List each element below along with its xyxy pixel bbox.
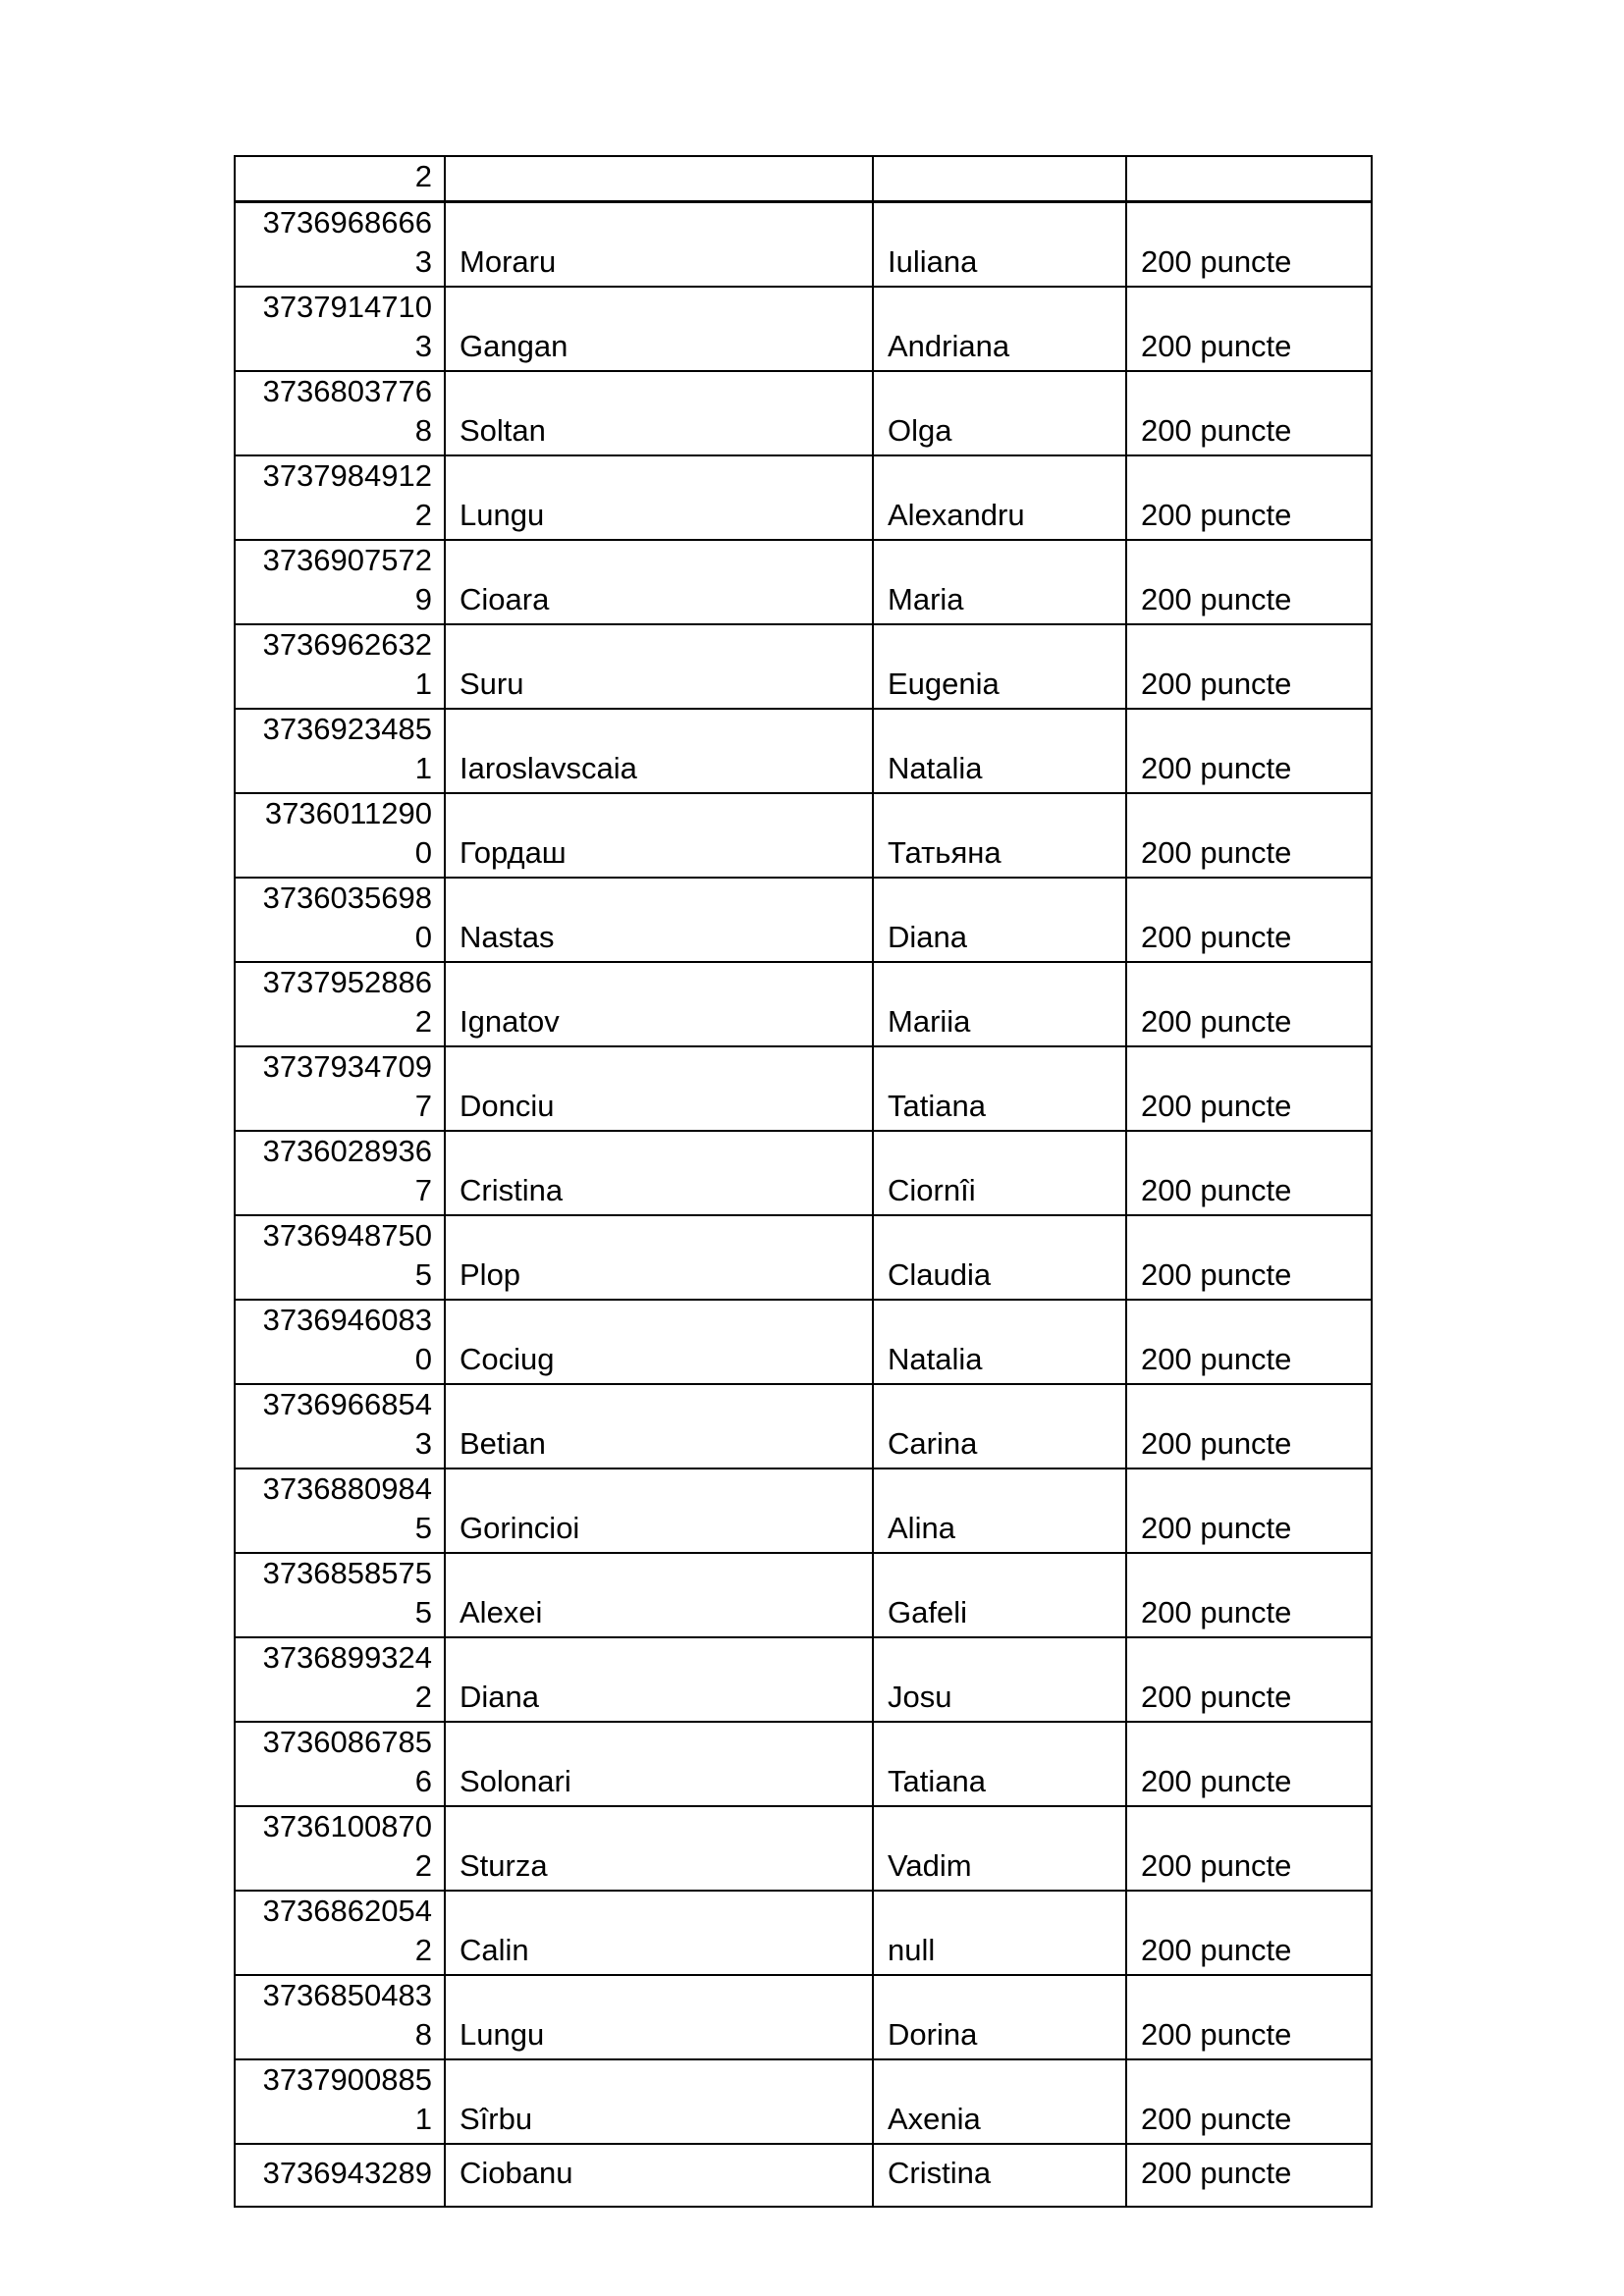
points-cell: 200 puncte (1126, 878, 1372, 962)
surname-cell: Ignatov (445, 962, 873, 1046)
firstname-cell: Ciornîi (873, 1131, 1126, 1215)
phone-line-wrapped: 2 (414, 1848, 432, 1883)
firstname-cell: Natalia (873, 1300, 1126, 1384)
points-cell: 200 puncte (1126, 1722, 1372, 1806)
points-cell: 200 puncte (1126, 1975, 1372, 2059)
phone-line: 3736880984 (262, 1471, 432, 1506)
points-cell: 200 puncte (1126, 1806, 1372, 1891)
firstname-cell: Gafeli (873, 1553, 1126, 1637)
phone-cell (235, 878, 445, 962)
points-cell: 200 puncte (1126, 1553, 1372, 1637)
table-row (235, 371, 1372, 455)
phone-cell (235, 1975, 445, 2059)
phone-cell (235, 624, 445, 709)
table-row (235, 1553, 1372, 1637)
phone-cell (235, 1722, 445, 1806)
phone-cell (235, 1300, 445, 1384)
phone-line-wrapped: 0 (414, 1342, 432, 1376)
phone-line-wrapped: 7 (414, 1089, 432, 1123)
points-cell: 200 puncte (1126, 962, 1372, 1046)
points-cell: 200 puncte (1126, 455, 1372, 540)
points-cell: 200 puncte (1126, 1215, 1372, 1300)
phone-line-wrapped: 3 (414, 244, 432, 279)
phone-line: 3736858575 (262, 1556, 432, 1590)
surname-cell: Alexei (445, 1553, 873, 1637)
phone-line: 3737934709 (262, 1049, 432, 1084)
phone-line-wrapped: 5 (414, 1511, 432, 1545)
firstname-cell: Vadim (873, 1806, 1126, 1891)
phone-line-wrapped: 2 (414, 498, 432, 532)
points-cell: 200 puncte (1126, 1891, 1372, 1975)
phone-line: 3737952886 (262, 965, 432, 999)
phone-cell (235, 1046, 445, 1131)
table-row (235, 455, 1372, 540)
phone-line: 3737914710 (262, 290, 432, 324)
phone-line-wrapped: 5 (414, 1595, 432, 1629)
surname-cell: Cociug (445, 1300, 873, 1384)
table-row (235, 624, 1372, 709)
table-row (235, 709, 1372, 793)
table-row (235, 1637, 1372, 1722)
phone-cell (235, 709, 445, 793)
phone-cell (235, 455, 445, 540)
phone-line: 3737984912 (262, 458, 432, 493)
phone-line: 3736086785 (262, 1725, 432, 1759)
surname-cell: Solonari (445, 1722, 873, 1806)
surname-cell: Nastas (445, 878, 873, 962)
firstname-cell: Dorina (873, 1975, 1126, 2059)
table-row (235, 1300, 1372, 1384)
surname-cell: Calin (445, 1891, 873, 1975)
phone-line-wrapped: 2 (414, 1933, 432, 1967)
table-row (235, 878, 1372, 962)
surname-cell: Gorincioi (445, 1468, 873, 1553)
phone-cell (235, 1806, 445, 1891)
phone-cell (235, 202, 445, 288)
phone-cell (235, 1637, 445, 1722)
points-cell: 200 puncte (1126, 1637, 1372, 1722)
table-row (235, 1215, 1372, 1300)
phone-line-wrapped: 1 (414, 751, 432, 785)
surname-cell: Diana (445, 1637, 873, 1722)
phone-line-wrapped: 7 (414, 1173, 432, 1207)
firstname-cell: Josu (873, 1637, 1126, 1722)
table-row (235, 962, 1372, 1046)
phone-line-wrapped: 1 (414, 667, 432, 701)
points-cell: 200 puncte (1126, 1384, 1372, 1468)
surname-cell: Lungu (445, 1975, 873, 2059)
firstname-cell: Maria (873, 540, 1126, 624)
table-row (235, 202, 1372, 288)
firstname-cell (873, 156, 1126, 202)
phone-cell (235, 371, 445, 455)
surname-cell: Lungu (445, 455, 873, 540)
firstname-cell: Claudia (873, 1215, 1126, 1300)
points-cell: 200 puncte (1126, 1131, 1372, 1215)
phone-line-wrapped: 3 (414, 329, 432, 363)
table-row (235, 1806, 1372, 1891)
points-cell: 200 puncte (1126, 371, 1372, 455)
table-row (235, 1468, 1372, 1553)
phone-cell (235, 540, 445, 624)
phone-line: 3736028936 (262, 1134, 432, 1168)
scores-table (234, 155, 1373, 2208)
points-cell: 200 puncte (1126, 709, 1372, 793)
surname-cell: Gangan (445, 287, 873, 371)
phone-line-wrapped: 6 (414, 1764, 432, 1798)
phone-cell (235, 1215, 445, 1300)
surname-cell: Plop (445, 1215, 873, 1300)
phone-cell (235, 2059, 445, 2144)
surname-cell: Donciu (445, 1046, 873, 1131)
phone-line: 3736907572 (262, 543, 432, 577)
phone-cell (235, 156, 445, 202)
surname-cell: Betian (445, 1384, 873, 1468)
table-row (235, 1722, 1372, 1806)
phone-line-wrapped: 8 (414, 2017, 432, 2052)
surname-cell: Soltan (445, 371, 873, 455)
phone-line: 3736948750 (262, 1218, 432, 1253)
firstname-cell: Татьяна (873, 793, 1126, 878)
firstname-cell: Natalia (873, 709, 1126, 793)
table-row (235, 1046, 1372, 1131)
firstname-cell: Diana (873, 878, 1126, 962)
phone-cell (235, 1131, 445, 1215)
table-row (235, 1891, 1372, 1975)
firstname-cell: Carina (873, 1384, 1126, 1468)
phone-cell (235, 1891, 445, 1975)
phone-line: 3736968666 (262, 205, 432, 240)
firstname-cell: Tatiana (873, 1722, 1126, 1806)
phone-cell (235, 1553, 445, 1637)
phone-cell (235, 287, 445, 371)
phone-cell (235, 1468, 445, 1553)
phone-line: 3736100870 (262, 1809, 432, 1843)
phone-line-wrapped: 9 (414, 582, 432, 616)
phone-line-wrapped: 0 (414, 835, 432, 870)
phone-line: 3736962632 (262, 627, 432, 662)
phone-line: 3736862054 (262, 1894, 432, 1928)
surname-cell: Ciobanu (445, 2144, 873, 2207)
surname-cell: Гордаш (445, 793, 873, 878)
points-cell: 200 puncte (1126, 287, 1372, 371)
points-cell: 200 puncte (1126, 2144, 1372, 2207)
phone-line-wrapped: 2 (414, 1680, 432, 1714)
surname-cell: Sturza (445, 1806, 873, 1891)
phone-cell (235, 793, 445, 878)
points-cell: 200 puncte (1126, 1046, 1372, 1131)
firstname-cell: Eugenia (873, 624, 1126, 709)
points-cell (1126, 156, 1372, 202)
phone-line-wrapped: 2 (414, 1004, 432, 1039)
table-row (235, 287, 1372, 371)
table-row (235, 1131, 1372, 1215)
firstname-cell: Andriana (873, 287, 1126, 371)
phone-line-wrapped: 3 (414, 1426, 432, 1461)
phone-line: 3736803776 (262, 374, 432, 408)
surname-cell: Sîrbu (445, 2059, 873, 2144)
firstname-cell: Olga (873, 371, 1126, 455)
points-cell: 200 puncte (1126, 624, 1372, 709)
phone-cell (235, 1384, 445, 1468)
phone-cell (235, 962, 445, 1046)
phone-line: 3736923485 (262, 712, 432, 746)
table-row (235, 540, 1372, 624)
phone-line: 3736850483 (262, 1978, 432, 2012)
table-row (235, 2144, 1372, 2207)
phone-line: 2 (414, 159, 432, 193)
table-row (235, 793, 1372, 878)
firstname-cell: Alexandru (873, 455, 1126, 540)
firstname-cell: Cristina (873, 2144, 1126, 2207)
phone-cell (235, 2144, 445, 2207)
surname-cell: Moraru (445, 202, 873, 288)
phone-line: 3736966854 (262, 1387, 432, 1421)
points-cell: 200 puncte (1126, 793, 1372, 878)
table-row (235, 2059, 1372, 2144)
phone-line: 3737900885 (262, 2062, 432, 2097)
surname-cell: Iaroslavscaia (445, 709, 873, 793)
points-cell: 200 puncte (1126, 540, 1372, 624)
surname-cell: Cristina (445, 1131, 873, 1215)
firstname-cell: Tatiana (873, 1046, 1126, 1131)
surname-cell (445, 156, 873, 202)
phone-line: 3736035698 (262, 881, 432, 915)
phone-line: 3736011290 (264, 796, 432, 830)
points-cell: 200 puncte (1126, 202, 1372, 288)
phone-line: 3736946083 (262, 1303, 432, 1337)
phone-line: 3736899324 (262, 1640, 432, 1675)
table-row (235, 1384, 1372, 1468)
phone-line-wrapped: 5 (414, 1257, 432, 1292)
points-cell: 200 puncte (1126, 1300, 1372, 1384)
firstname-cell: Mariia (873, 962, 1126, 1046)
firstname-cell: null (873, 1891, 1126, 1975)
surname-cell: Suru (445, 624, 873, 709)
scores-table-body (235, 156, 1372, 2207)
firstname-cell: Iuliana (873, 202, 1126, 288)
phone-line-wrapped: 0 (414, 920, 432, 954)
surname-cell: Cioara (445, 540, 873, 624)
table-row (235, 156, 1372, 202)
table-row (235, 1975, 1372, 2059)
firstname-cell: Alina (873, 1468, 1126, 1553)
phone-line-wrapped: 8 (414, 413, 432, 448)
phone-line: 3736943289 (262, 2156, 432, 2190)
firstname-cell: Axenia (873, 2059, 1126, 2144)
points-cell: 200 puncte (1126, 2059, 1372, 2144)
phone-line-wrapped: 1 (414, 2102, 432, 2136)
points-cell: 200 puncte (1126, 1468, 1372, 1553)
